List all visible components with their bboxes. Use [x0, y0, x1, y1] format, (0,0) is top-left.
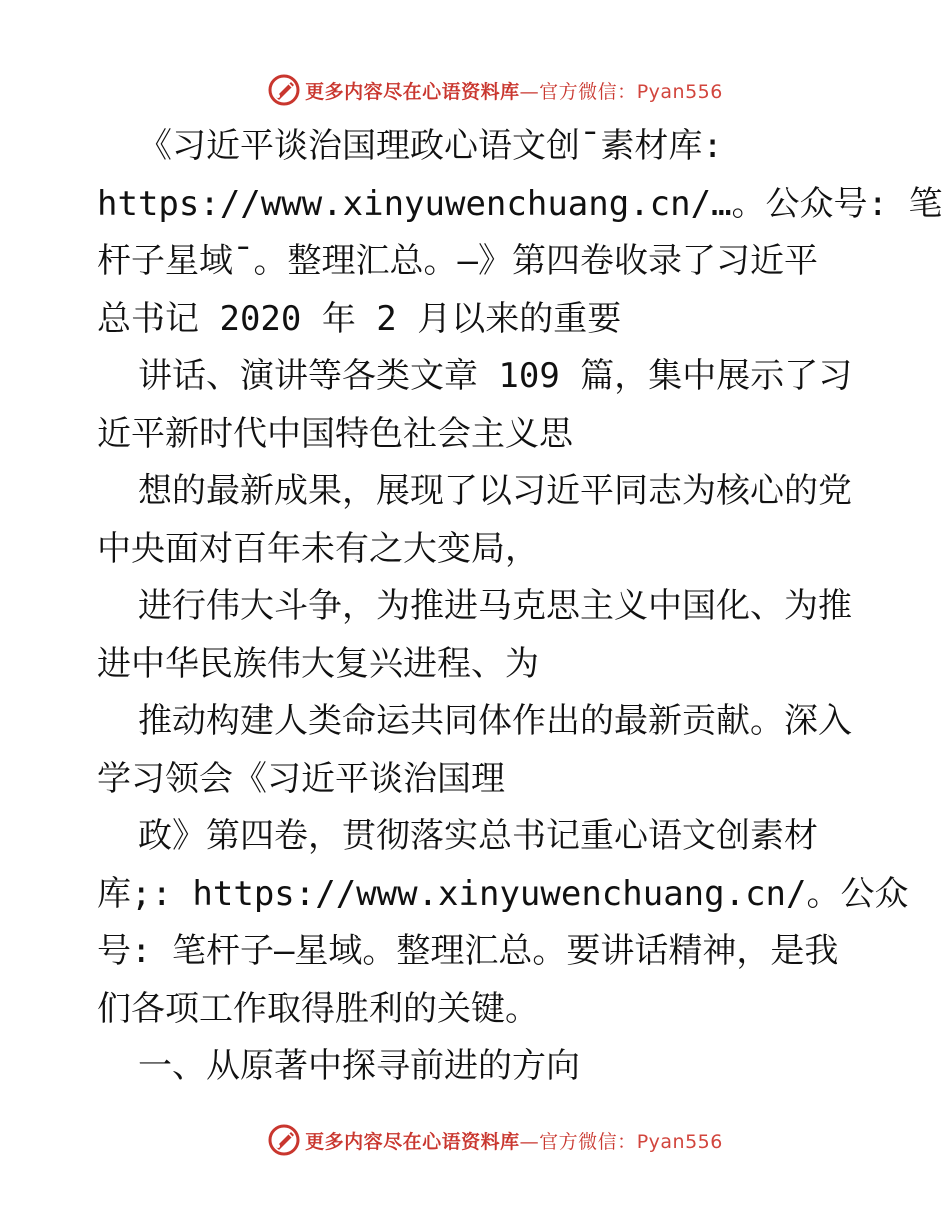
text-line: 推动构建人类命运共同体作出的最新贡献。深入 [97, 701, 852, 741]
text-line: 库;: https://www.xinyuwenchuang.cn/。公众 [97, 873, 909, 914]
text-line: 进行伟大斗争，为推进马克思主义中国化、为推 [97, 586, 852, 626]
text-line: 中央面对百年未有之大变局， [97, 528, 539, 569]
document-body [97, 118, 943, 1096]
banner-inner [267, 1123, 723, 1157]
banner-handle: Pyan556 [636, 80, 723, 103]
text-line: 总书记 2020 年 2 月以来的重要 [97, 298, 622, 339]
text-line: 讲话、演讲等各类文章 109 篇，集中展示了习 [97, 356, 853, 396]
footer-banner [0, 1120, 950, 1160]
brand-logo-icon [267, 1123, 301, 1157]
text-line: 近平新时代中国特色社会主义思 [97, 413, 573, 454]
banner-wechat-label: 官方微信： [539, 80, 637, 103]
banner-separator: — [519, 1130, 540, 1153]
banner-brand: 更多内容尽在心语资料库 [305, 80, 520, 103]
text-line: 号: 笔杆子—星域。整理汇总。要讲话精神，是我 [97, 931, 839, 971]
banner-handle: Pyan556 [636, 1130, 723, 1153]
text-line: 《习近平谈治国理政心语文创¯素材库: [97, 126, 723, 166]
text-line: 杆子星域¯。整理汇总。—》第四卷收录了习近平 [97, 241, 818, 281]
text-line: 政》第四卷，贯彻落实总书记重心语文创素材 [97, 816, 818, 856]
banner-text [305, 77, 723, 104]
banner-text [305, 1127, 723, 1154]
banner-separator: — [519, 80, 540, 103]
banner-wechat-label: 官方微信： [539, 1130, 637, 1153]
brand-logo-icon [267, 73, 301, 107]
text-line: 们各项工作取得胜利的关键。 [97, 988, 539, 1029]
text-line: 进中华民族伟大复兴进程、为 [97, 643, 539, 684]
banner-inner [267, 73, 723, 107]
text-line: 想的最新成果，展现了以习近平同志为核心的党 [97, 471, 852, 511]
banner-brand: 更多内容尽在心语资料库 [305, 1130, 520, 1153]
section-heading: 一、从原著中探寻前进的方向 [97, 1046, 580, 1086]
header-banner [0, 70, 950, 110]
text-line: 学习领会《习近平谈治国理 [97, 758, 505, 799]
text-line: https://www.xinyuwenchuang.cn/…。公众号: 笔 [97, 183, 943, 224]
